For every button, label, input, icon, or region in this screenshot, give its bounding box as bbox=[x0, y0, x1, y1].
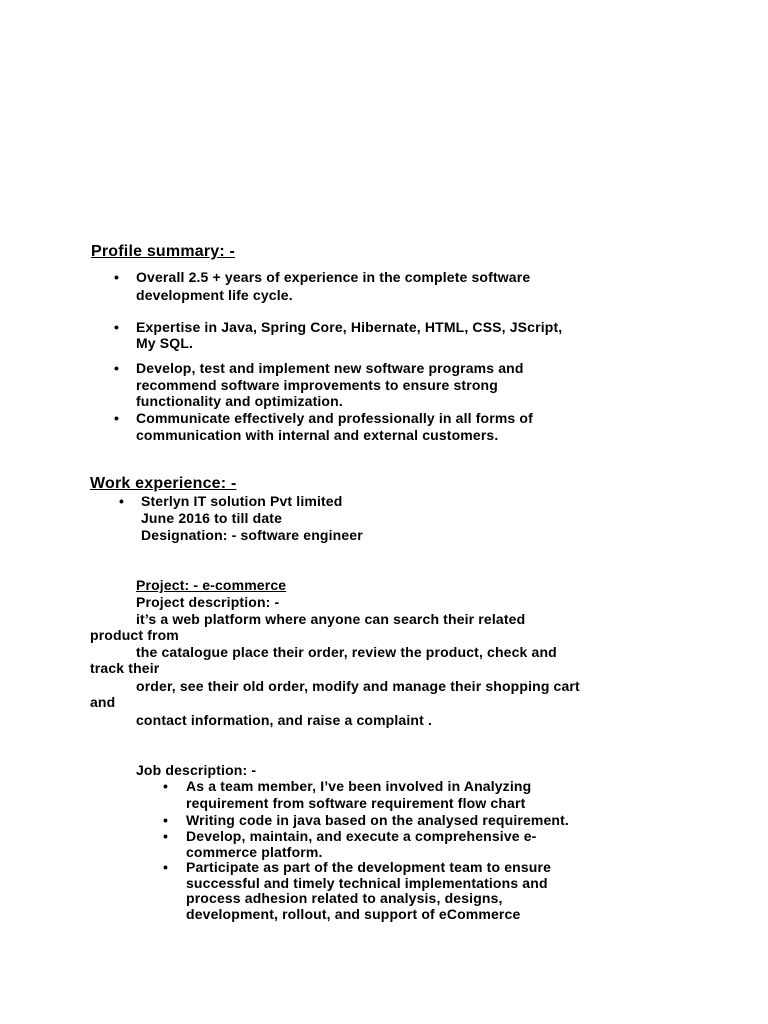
project-description-line: and bbox=[90, 694, 116, 710]
job-item-4-line-4: development, rollout, and support of eCommerce bbox=[186, 906, 521, 922]
profile-item-3-line-3: functionality and optimization. bbox=[136, 393, 343, 409]
profile-summary-heading: Profile summary: - bbox=[91, 243, 236, 260]
bullet-icon: • bbox=[114, 360, 119, 376]
profile-item-2-line-1: Expertise in Java, Spring Core, Hibernate, HTML, CSS, JScript, bbox=[136, 319, 563, 335]
profile-item-1-line-2: development life cycle. bbox=[136, 287, 293, 303]
project-description-line: the catalogue place their order, review the product, check and bbox=[136, 644, 557, 660]
bullet-icon: • bbox=[114, 319, 119, 335]
employment-duration: June 2016 to till date bbox=[141, 510, 283, 526]
profile-item-4-line-2: communication with internal and external customers. bbox=[136, 427, 499, 443]
project-description-line: product from bbox=[90, 627, 179, 643]
project-description-line: it’s a web platform where anyone can search their related bbox=[136, 611, 526, 627]
job-item-3-line-2: commerce platform. bbox=[186, 844, 323, 860]
bullet-icon: • bbox=[163, 828, 168, 844]
profile-item-3-line-2: recommend software improvements to ensure strong bbox=[136, 377, 498, 393]
bullet-icon: • bbox=[163, 859, 168, 875]
project-description-label: Project description: - bbox=[136, 594, 280, 610]
project-description-line: contact information, and raise a complaint . bbox=[136, 712, 432, 728]
bullet-icon: • bbox=[163, 778, 168, 794]
bullet-icon: • bbox=[114, 410, 119, 426]
job-item-1-line-1: As a team member, I’ve been involved in Analyzing bbox=[186, 778, 532, 794]
bullet-icon: • bbox=[114, 269, 119, 285]
company-name: Sterlyn IT solution Pvt limited bbox=[141, 493, 343, 509]
profile-item-3-line-1: Develop, test and implement new software programs and bbox=[136, 360, 524, 376]
bullet-icon: • bbox=[163, 812, 168, 828]
work-experience-heading: Work experience: - bbox=[90, 475, 237, 492]
project-description-line: order, see their old order, modify and manage their shopping cart bbox=[136, 678, 580, 694]
project-title: Project: - e-commerce bbox=[136, 577, 287, 593]
job-item-4-line-2: successful and timely technical implementations and bbox=[186, 875, 548, 891]
project-description-line: track their bbox=[90, 660, 160, 676]
profile-item-1-line-1: Overall 2.5 + years of experience in the complete software bbox=[136, 269, 531, 285]
profile-item-2-line-2: My SQL. bbox=[136, 335, 194, 351]
job-item-3-line-1: Develop, maintain, and execute a comprehensive e- bbox=[186, 828, 537, 844]
designation: Designation: - software engineer bbox=[141, 527, 363, 543]
job-item-4-line-3: process adhesion related to analysis, designs, bbox=[186, 890, 503, 906]
profile-item-4-line-1: Communicate effectively and professionally in all forms of bbox=[136, 410, 533, 426]
job-item-2-line-1: Writing code in java based on the analysed requirement. bbox=[186, 812, 569, 828]
job-item-4-line-1: Participate as part of the development team to ensure bbox=[186, 859, 552, 875]
job-description-label: Job description: - bbox=[136, 762, 257, 778]
bullet-icon: • bbox=[119, 493, 124, 509]
job-item-1-line-2: requirement from software requirement flow chart bbox=[186, 795, 526, 811]
